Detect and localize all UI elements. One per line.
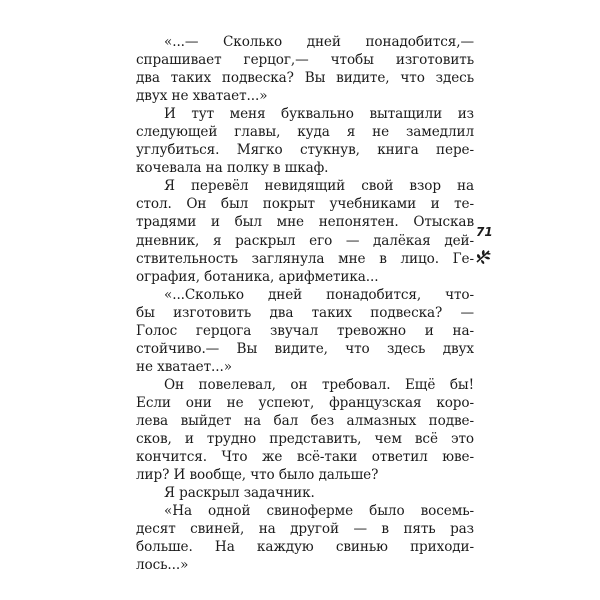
text-line: «...— Сколько дней понадобится,— xyxy=(164,34,474,50)
text-line: сков, и трудно представить, чем всё это xyxy=(136,431,474,448)
text-line: больше. На каждую свинью приходи- xyxy=(136,539,474,556)
text-line: лева выйдет на бал без алмазных подве- xyxy=(136,412,474,429)
text-line: не хватает...» xyxy=(136,358,232,375)
text-line: И тут меня буквально вытащили из xyxy=(164,106,474,123)
text-line: стойчиво.— Вы видите, что здесь двух xyxy=(136,340,474,357)
text-line: дневник, я раскрыл его — далёкая дей- xyxy=(136,232,474,249)
text-line: ография, ботаника, арифметика... xyxy=(136,268,379,285)
text-line: бы изготовить два таких подвеска? — xyxy=(136,304,474,321)
text-line: традями и был мне непонятен. Отыскав xyxy=(136,214,474,231)
text-line: десят свиней, на другой — в пять раз xyxy=(136,521,474,538)
text-line: следующей главы, куда я не замедлил xyxy=(136,124,474,141)
text-line: лось...» xyxy=(136,557,189,574)
text-line: «...Сколько дней понадобится, что- xyxy=(164,286,474,303)
text-line: два таких подвеска? Вы видите, что здесь xyxy=(136,70,474,87)
page-number: 71 xyxy=(476,225,493,239)
text-line: Если они не успеют, французская коро- xyxy=(136,394,474,411)
text-line: Я перевёл невидящий свой взор на xyxy=(164,178,474,195)
text-line: стол. Он был покрыт учебниками и те- xyxy=(136,196,474,213)
text-line: кончится. Что же всё-таки ответил юве- xyxy=(136,449,474,466)
text-line: лир? И вообще, что было дальше? xyxy=(136,467,379,484)
text-line: двух не хватает...» xyxy=(136,88,268,105)
text-line: ствительность заглянула мне в лицо. Ге- xyxy=(136,250,474,267)
text-line: «На одной свиноферме было восемь- xyxy=(164,503,474,520)
body-text xyxy=(136,33,474,574)
leaf-sprig-icon xyxy=(474,247,494,267)
text-line: спрашивает герцог,— чтобы изготовить xyxy=(136,52,474,69)
text-line: Он повелевал, он требовал. Ещё бы! xyxy=(164,376,474,393)
text-line: Голос герцога звучал тревожно и на- xyxy=(136,322,474,339)
text-line: кочевала на полку в шкаф. xyxy=(136,160,329,177)
text-line: Я раскрыл задачник. xyxy=(164,485,315,502)
text-line: углубиться. Мягко стукнув, книга пере- xyxy=(136,142,474,159)
